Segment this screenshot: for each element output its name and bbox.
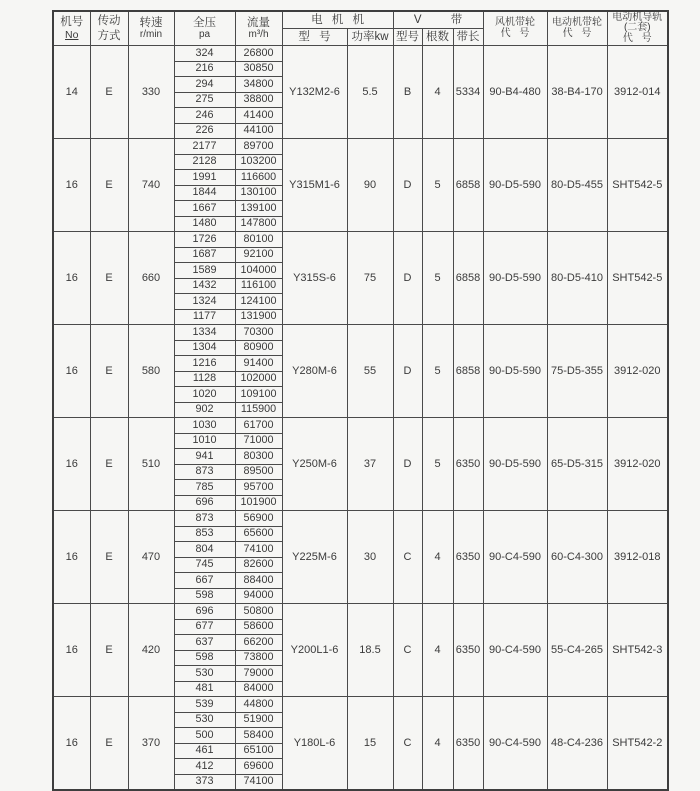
flow-cell: 58600: [235, 619, 282, 635]
flow-cell: 73800: [235, 650, 282, 666]
pressure-cell: 804: [174, 542, 235, 558]
block-row-first: [53, 325, 668, 341]
pressure-cell: 481: [174, 681, 235, 697]
speed-cell: 470: [128, 511, 174, 604]
fan-pulley-code-cell: 90-C4-590: [483, 511, 547, 604]
rail-code-cell: 3912-018: [607, 511, 668, 604]
header-motor-rail-code: 代 号: [622, 32, 652, 44]
belt-model-cell: B: [393, 46, 422, 139]
fan-pulley-code-cell: 90-C4-590: [483, 604, 547, 697]
drive-mode-cell: E: [90, 232, 128, 325]
belt-count-cell: 5: [422, 325, 453, 418]
pressure-cell: 1480: [174, 216, 235, 232]
table-header: [53, 11, 668, 46]
motor-power-cell: 15: [347, 697, 393, 791]
flow-cell: 82600: [235, 557, 282, 573]
rail-code-cell: 3912-020: [607, 325, 668, 418]
belt-model-cell: C: [393, 511, 422, 604]
block-row-first: [53, 511, 668, 527]
block-row-first: [53, 604, 668, 620]
pressure-cell: 873: [174, 511, 235, 527]
motor-pulley-code-cell: 80-D5-410: [547, 232, 607, 325]
motor-power-cell: 5.5: [347, 46, 393, 139]
flow-cell: 66200: [235, 635, 282, 651]
pressure-cell: 530: [174, 666, 235, 682]
motor-pulley-code-cell: 60-C4-300: [547, 511, 607, 604]
pressure-cell: 1128: [174, 371, 235, 387]
pressure-cell: 1020: [174, 387, 235, 403]
block-row-first: [53, 418, 668, 434]
pressure-cell: 598: [174, 650, 235, 666]
pressure-cell: 2177: [174, 139, 235, 155]
machine-no-cell: 16: [53, 139, 90, 232]
belt-count-cell: 5: [422, 418, 453, 511]
motor-power-cell: 18.5: [347, 604, 393, 697]
flow-cell: 89700: [235, 139, 282, 155]
motor-pulley-code-cell: 80-D5-455: [547, 139, 607, 232]
flow-cell: 69600: [235, 759, 282, 775]
block-row-first: [53, 139, 668, 155]
flow-cell: 71000: [235, 433, 282, 449]
header-motor-rail-sets: (二套): [623, 22, 651, 34]
flow-cell: 80900: [235, 340, 282, 356]
flow-cell: 65100: [235, 743, 282, 759]
flow-cell: 80300: [235, 449, 282, 465]
flow-cell: 80100: [235, 232, 282, 248]
block-row-first: [53, 46, 668, 62]
flow-cell: 44800: [235, 697, 282, 713]
header-fan-pulley-cn: 风机带轮: [495, 17, 536, 28]
header-flow: [235, 11, 282, 46]
drive-mode-cell: E: [90, 697, 128, 791]
flow-cell: 103200: [235, 154, 282, 170]
flow-cell: 109100: [235, 387, 282, 403]
machine-no-cell: 16: [53, 325, 90, 418]
pressure-cell: 1991: [174, 170, 235, 186]
pressure-cell: 696: [174, 495, 235, 511]
flow-cell: 101900: [235, 495, 282, 511]
header-fan-pulley-code: 代 号: [500, 27, 530, 39]
motor-pulley-code-cell: 65-D5-315: [547, 418, 607, 511]
header-motor-rail: [607, 11, 668, 46]
pressure-cell: 1687: [174, 247, 235, 263]
drive-mode-cell: E: [90, 325, 128, 418]
fan-pulley-code-cell: 90-D5-590: [483, 418, 547, 511]
flow-cell: 131900: [235, 309, 282, 325]
header-flow-cn: 流量: [247, 17, 270, 30]
pressure-cell: 1589: [174, 263, 235, 279]
pressure-cell: 1334: [174, 325, 235, 341]
pressure-cell: 902: [174, 402, 235, 418]
belt-model-cell: D: [393, 325, 422, 418]
belt-length-cell: 6350: [453, 697, 483, 791]
pressure-cell: 785: [174, 480, 235, 496]
rail-code-cell: 3912-014: [607, 46, 668, 139]
flow-cell: 65600: [235, 526, 282, 542]
pressure-cell: 530: [174, 712, 235, 728]
flow-cell: 34800: [235, 77, 282, 93]
pressure-cell: 637: [174, 635, 235, 651]
pressure-cell: 745: [174, 557, 235, 573]
motor-model-cell: Y200L1-6: [282, 604, 347, 697]
motor-model-cell: Y225M-6: [282, 511, 347, 604]
header-machine-no: [53, 11, 90, 46]
motor-power-cell: 75: [347, 232, 393, 325]
drive-mode-cell: E: [90, 604, 128, 697]
flow-cell: 88400: [235, 573, 282, 589]
flow-cell: 38800: [235, 92, 282, 108]
belt-model-cell: D: [393, 232, 422, 325]
pressure-cell: 412: [174, 759, 235, 775]
pressure-cell: 1304: [174, 340, 235, 356]
motor-model-cell: Y315S-6: [282, 232, 347, 325]
header-pressure-unit: pa: [198, 29, 211, 41]
header-motor-rail-cn: 电动机导轨: [612, 11, 663, 23]
header-speed: [128, 11, 174, 46]
header-row-1: [53, 11, 668, 29]
drive-mode-cell: E: [90, 418, 128, 511]
motor-power-cell: 30: [347, 511, 393, 604]
flow-cell: 79000: [235, 666, 282, 682]
pressure-cell: 1667: [174, 201, 235, 217]
motor-model-cell: Y315M1-6: [282, 139, 347, 232]
pressure-cell: 324: [174, 46, 235, 62]
motor-pulley-code-cell: 38-B4-170: [547, 46, 607, 139]
header-pressure: [174, 11, 235, 46]
speed-cell: 330: [128, 46, 174, 139]
pressure-cell: 500: [174, 728, 235, 744]
flow-cell: 41400: [235, 108, 282, 124]
pressure-cell: 1010: [174, 433, 235, 449]
belt-length-cell: 6350: [453, 604, 483, 697]
belt-length-cell: 6858: [453, 325, 483, 418]
fan-pulley-code-cell: 90-D5-590: [483, 139, 547, 232]
fan-pulley-code-cell: 90-D5-590: [483, 325, 547, 418]
header-motor-pulley: [547, 11, 607, 46]
pressure-cell: 696: [174, 604, 235, 620]
belt-length-cell: 6858: [453, 139, 483, 232]
header-motor-model: 型 号: [282, 29, 347, 46]
fan-pulley-code-cell: 90-C4-590: [483, 697, 547, 791]
speed-cell: 580: [128, 325, 174, 418]
pressure-cell: 598: [174, 588, 235, 604]
pressure-cell: 941: [174, 449, 235, 465]
belt-model-cell: C: [393, 697, 422, 791]
flow-cell: 95700: [235, 480, 282, 496]
header-flow-unit: m³/h: [248, 29, 269, 41]
speed-cell: 660: [128, 232, 174, 325]
flow-cell: 89500: [235, 464, 282, 480]
belt-count-cell: 4: [422, 46, 453, 139]
rail-code-cell: SHT542-5: [607, 139, 668, 232]
flow-cell: 58400: [235, 728, 282, 744]
header-speed-unit: r/min: [139, 29, 163, 41]
pressure-cell: 539: [174, 697, 235, 713]
pressure-cell: 1216: [174, 356, 235, 372]
pressure-cell: 1177: [174, 309, 235, 325]
header-drive-mode: [90, 11, 128, 46]
pressure-cell: 461: [174, 743, 235, 759]
rail-code-cell: SHT542-5: [607, 232, 668, 325]
pressure-cell: 667: [174, 573, 235, 589]
flow-cell: 56900: [235, 511, 282, 527]
belt-count-cell: 4: [422, 511, 453, 604]
fan-pulley-code-cell: 90-B4-480: [483, 46, 547, 139]
flow-cell: 44100: [235, 123, 282, 139]
flow-cell: 26800: [235, 46, 282, 62]
pressure-cell: 275: [174, 92, 235, 108]
flow-cell: 30850: [235, 61, 282, 77]
flow-cell: 50800: [235, 604, 282, 620]
machine-no-cell: 16: [53, 604, 90, 697]
speed-cell: 420: [128, 604, 174, 697]
pressure-cell: 226: [174, 123, 235, 139]
belt-model-cell: C: [393, 604, 422, 697]
rail-code-cell: 3912-020: [607, 418, 668, 511]
motor-power-cell: 90: [347, 139, 393, 232]
pressure-cell: 1324: [174, 294, 235, 310]
flow-cell: 61700: [235, 418, 282, 434]
machine-no-cell: 14: [53, 46, 90, 139]
flow-cell: 70300: [235, 325, 282, 341]
drive-mode-cell: E: [90, 511, 128, 604]
pressure-cell: 246: [174, 108, 235, 124]
drive-mode-cell: E: [90, 46, 128, 139]
motor-power-cell: 55: [347, 325, 393, 418]
block-row-first: [53, 232, 668, 248]
rail-code-cell: SHT542-2: [607, 697, 668, 791]
flow-cell: 130100: [235, 185, 282, 201]
header-drive-line1: 传动: [97, 15, 121, 28]
header-speed-cn: 转速: [139, 17, 163, 30]
pressure-cell: 873: [174, 464, 235, 480]
flow-cell: 84000: [235, 681, 282, 697]
pressure-cell: 216: [174, 61, 235, 77]
machine-no-cell: 16: [53, 511, 90, 604]
pressure-cell: 2128: [174, 154, 235, 170]
machine-no-cell: 16: [53, 697, 90, 791]
machine-no-cell: 16: [53, 418, 90, 511]
flow-cell: 104000: [235, 263, 282, 279]
header-machine-no-cn: 机号: [60, 15, 84, 28]
flow-cell: 116100: [235, 278, 282, 294]
fan-spec-table: [52, 10, 669, 791]
flow-cell: 92100: [235, 247, 282, 263]
header-belt-length: 带长: [453, 29, 483, 46]
machine-no-cell: 16: [53, 232, 90, 325]
header-vbelt-group: V 带: [393, 11, 483, 29]
belt-length-cell: 5334: [453, 46, 483, 139]
pressure-cell: 1030: [174, 418, 235, 434]
motor-pulley-code-cell: 55-C4-265: [547, 604, 607, 697]
belt-model-cell: D: [393, 139, 422, 232]
header-motor-power: 功率kw: [347, 29, 393, 46]
header-pressure-cn: 全压: [193, 17, 216, 30]
header-fan-pulley: [483, 11, 547, 46]
motor-model-cell: Y280M-6: [282, 325, 347, 418]
flow-cell: 116600: [235, 170, 282, 186]
motor-model-cell: Y132M2-6: [282, 46, 347, 139]
flow-cell: 147800: [235, 216, 282, 232]
pressure-cell: 294: [174, 77, 235, 93]
belt-length-cell: 6350: [453, 418, 483, 511]
flow-cell: 139100: [235, 201, 282, 217]
motor-model-cell: Y180L-6: [282, 697, 347, 791]
header-drive-line2: 方式: [97, 29, 121, 42]
flow-cell: 74100: [235, 542, 282, 558]
header-belt-model: 型号: [393, 29, 422, 46]
flow-cell: 91400: [235, 356, 282, 372]
motor-pulley-code-cell: 48-C4-236: [547, 697, 607, 791]
motor-model-cell: Y250M-6: [282, 418, 347, 511]
belt-count-cell: 4: [422, 604, 453, 697]
belt-count-cell: 5: [422, 139, 453, 232]
pressure-cell: 677: [174, 619, 235, 635]
header-motor-pulley-code: 代 号: [562, 27, 592, 39]
flow-cell: 102000: [235, 371, 282, 387]
belt-count-cell: 4: [422, 697, 453, 791]
header-motor-pulley-cn: 电动机带轮: [552, 17, 603, 28]
pressure-cell: 373: [174, 774, 235, 790]
motor-power-cell: 37: [347, 418, 393, 511]
rail-code-cell: SHT542-3: [607, 604, 668, 697]
block-row-first: [53, 697, 668, 713]
header-machine-no-en: No: [65, 29, 79, 42]
flow-cell: 94000: [235, 588, 282, 604]
flow-cell: 51900: [235, 712, 282, 728]
pressure-cell: 1844: [174, 185, 235, 201]
fan-pulley-code-cell: 90-D5-590: [483, 232, 547, 325]
pressure-cell: 1726: [174, 232, 235, 248]
motor-pulley-code-cell: 75-D5-355: [547, 325, 607, 418]
pressure-cell: 1432: [174, 278, 235, 294]
flow-cell: 115900: [235, 402, 282, 418]
belt-count-cell: 5: [422, 232, 453, 325]
speed-cell: 370: [128, 697, 174, 791]
belt-model-cell: D: [393, 418, 422, 511]
speed-cell: 510: [128, 418, 174, 511]
belt-length-cell: 6858: [453, 232, 483, 325]
header-belt-count: 根数: [422, 29, 453, 46]
flow-cell: 74100: [235, 774, 282, 790]
speed-cell: 740: [128, 139, 174, 232]
pressure-cell: 853: [174, 526, 235, 542]
header-motor-group: 电 机 机: [282, 11, 393, 29]
drive-mode-cell: E: [90, 139, 128, 232]
flow-cell: 124100: [235, 294, 282, 310]
spec-table-body: [53, 46, 668, 791]
belt-length-cell: 6350: [453, 511, 483, 604]
